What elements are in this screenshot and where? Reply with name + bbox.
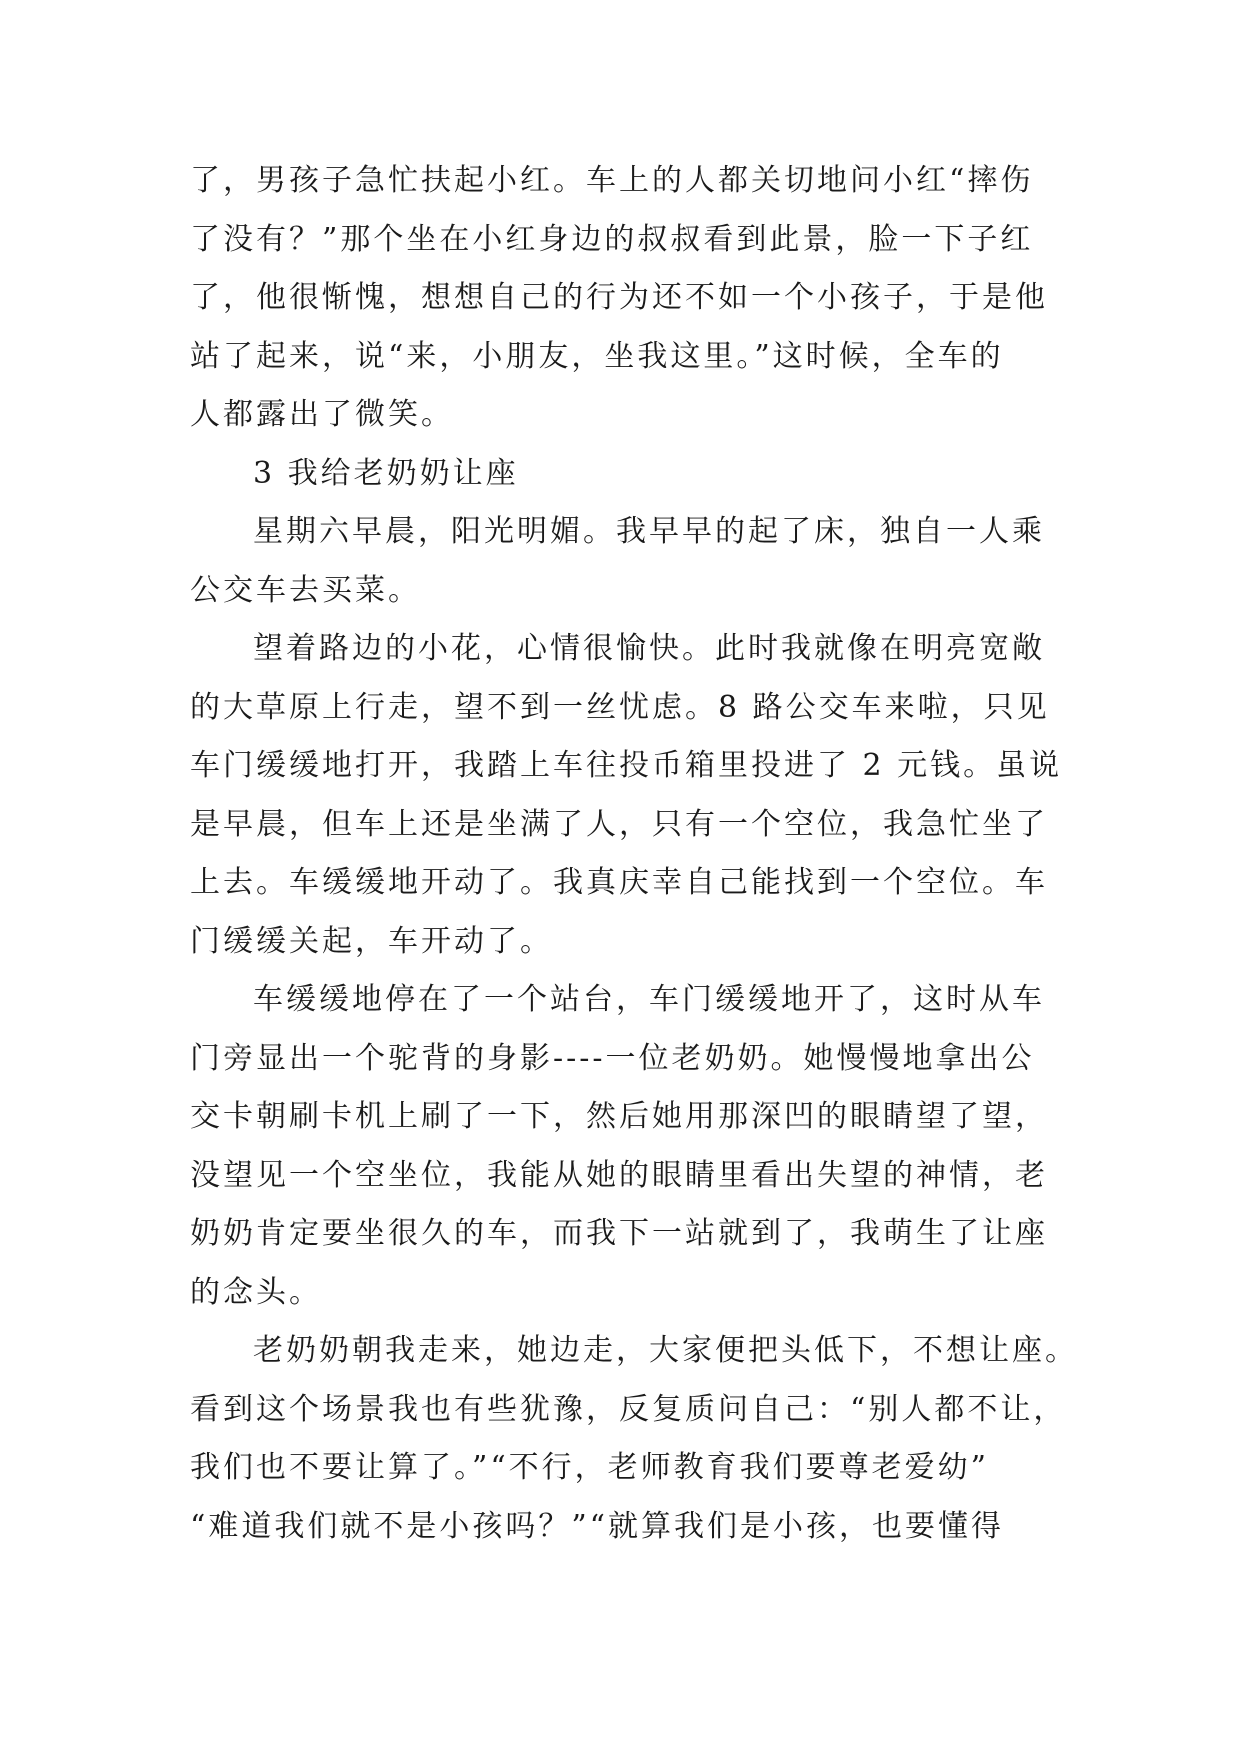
text-line: 的大草原上行走，望不到一丝忧虑。8 路公交车来啦，只见 [190, 689, 1050, 725]
text-line: 没望见一个空坐位，我能从她的眼睛里看出失望的神情，老 [190, 1157, 1048, 1193]
text-line: 人都露出了微笑。 [190, 397, 454, 432]
text-line: 我们也不要让算了。”“不行，老师教育我们要尊老爱幼” [190, 1450, 990, 1485]
text-line: 上去。车缓缓地开动了。我真庆幸自己能找到一个空位。车 [190, 865, 1048, 900]
text-line: 望着路边的小花，心情很愉快。此时我就像在明亮宽敞 [253, 631, 1045, 666]
text-line: 老奶奶朝我走来，她边走，大家便把头低下，不想让座。 [253, 1333, 1078, 1368]
text-line: 车缓缓地停在了一个站台，车门缓缓地开了，这时从车 [253, 982, 1045, 1017]
text-line: 奶奶肯定要坐很久的车，而我下一站就到了，我萌生了让座 [190, 1216, 1048, 1251]
text-line: 公交车去买菜。 [190, 572, 421, 608]
document-body [190, 152, 1078, 1556]
text-line: 门缓缓关起，车开动了。 [190, 923, 553, 959]
text-line: 星期六早晨，阳光明媚。我早早的起了床，独自一人乘 [253, 514, 1045, 549]
text-line: 了，他很惭愧，想想自己的行为还不如一个小孩子，于是他 [190, 280, 1048, 315]
text-line: 看到这个场景我也有些犹豫，反复质问自己：“别人都不让， [190, 1391, 1067, 1427]
text-line: 了没有？”那个坐在小红身边的叔叔看到此景，脸一下子红 [190, 221, 1034, 257]
text-line: 车门缓缓地打开，我踏上车往投币箱里投进了 2 元钱。虽说 [190, 748, 1063, 783]
text-line: 是早晨，但车上还是坐满了人，只有一个空位，我急忙坐了 [190, 806, 1048, 842]
text-line: 交卡朝刷卡机上刷了一下，然后她用那深凹的眼睛望了望， [190, 1099, 1048, 1134]
text-line: “难道我们就不是小孩吗？”“就算我们是小孩，也要懂得 [190, 1508, 1005, 1544]
text-line: 3 我给老奶奶让座 [253, 455, 519, 491]
text-line: 的念头。 [190, 1274, 322, 1310]
text-line: 门旁显出一个驼背的身影----一位老奶奶。她慢慢地拿出公 [190, 1040, 1035, 1076]
text-line: 站了起来，说“来，小朋友，坐我这里。”这时候，全车的 [190, 338, 1004, 374]
text-line: 了，男孩子急忙扶起小红。车上的人都关切地问小红“摔伤 [190, 163, 1034, 198]
